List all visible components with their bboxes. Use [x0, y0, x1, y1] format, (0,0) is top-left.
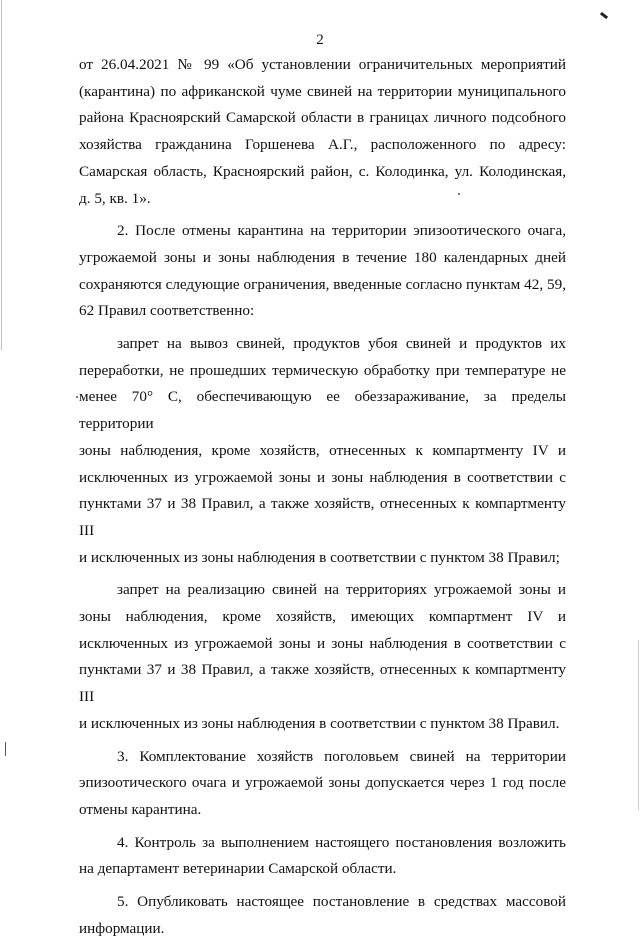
paragraph-line: зоны наблюдения, кроме хозяйств, отнесенных к компартменту IV и: [79, 441, 566, 459]
paragraph-line: сохраняются следующие ограничения, введенные согласно пунктам 42, 59,: [79, 275, 566, 293]
paragraph-line: на департамент ветеринарии Самарской области.: [79, 860, 397, 878]
paragraph-line: эпизоотического очага и угрожаемой зоны допускается через 1 год после: [79, 774, 566, 792]
paragraph-line: запрет на вывоз свиней, продуктов убоя свиней и продуктов их: [117, 335, 566, 353]
paragraph-line: 3. Комплектование хозяйств поголовьем свиней на территории: [117, 747, 566, 765]
paragraph-line: 62 Правил соответственно:: [79, 302, 255, 320]
scan-speck: [5, 742, 6, 756]
document-body: [79, 52, 566, 943]
paragraph-line: зоны наблюдения, кроме хозяйств, имеющих компартмент IV и: [79, 608, 566, 626]
paragraph-line: и исключенных из зоны наблюдения в соответствии с пунктом 38 Правил.: [79, 714, 560, 732]
paragraph-line: отмены карантина.: [79, 800, 202, 818]
paragraph-line: менее 70° С, обеспечивающую ее обеззараживание, за пределы территории: [79, 388, 566, 433]
paragraph-line: исключенных из угрожаемой зоны и зоны наблюдения в соответствии с: [79, 634, 566, 652]
paragraph-line: пунктами 37 и 38 Правил, а также хозяйств, отнесенных к компартменту III: [79, 495, 566, 539]
paragraph-line: запрет на реализацию свиней на территориях угрожаемой зоны и: [117, 581, 566, 599]
paragraph-line: хозяйства гражданина Горшенева А.Г., расположенного по адресу:: [79, 136, 566, 154]
scan-mark: [600, 12, 608, 19]
paragraph-line: угрожаемой зоны и зоны наблюдения в течение 180 календарных дней: [79, 248, 566, 266]
paragraph-line: 2. После отмены карантина на территории эпизоотического очага,: [117, 222, 566, 240]
paragraph-line: Самарская область, Красноярский район, с. Колодинка, ул. Колодинская,: [79, 162, 566, 180]
page-number: 2: [316, 32, 324, 48]
paragraph-line: информации.: [79, 919, 165, 937]
paragraph-line: (карантина) по африканской чуме свиней на территории муниципального: [79, 82, 566, 100]
paragraph-line: от 26.04.2021 № 99 «Об установлении ограничительных мероприятий: [79, 56, 566, 73]
scan-edge-right: [638, 640, 639, 810]
scan-edge-left: [1, 0, 2, 350]
scan-speck: [76, 396, 78, 398]
paragraph-line: д. 5, кв. 1».: [79, 189, 151, 207]
paragraph-line: 4. Контроль за выполнением настоящего постановления возложить: [117, 833, 566, 851]
paragraph-line: района Красноярский Самарской области в границах личного подсобного: [79, 109, 566, 127]
paragraph-line: 5. Опубликовать настоящее постановление в средствах массовой: [117, 893, 566, 911]
paragraph-line: исключенных из угрожаемой зоны и зоны наблюдения в соответствии с: [79, 468, 566, 486]
paragraph-line: и исключенных из зоны наблюдения в соответствии с пунктом 38 Правил;: [79, 548, 560, 566]
paragraph-line: пунктами 37 и 38 Правил, а также хозяйств, отнесенных к компартменту III: [79, 661, 566, 706]
paragraph-line: переработки, не прошедших термическую обработку при температуре не: [79, 361, 566, 379]
